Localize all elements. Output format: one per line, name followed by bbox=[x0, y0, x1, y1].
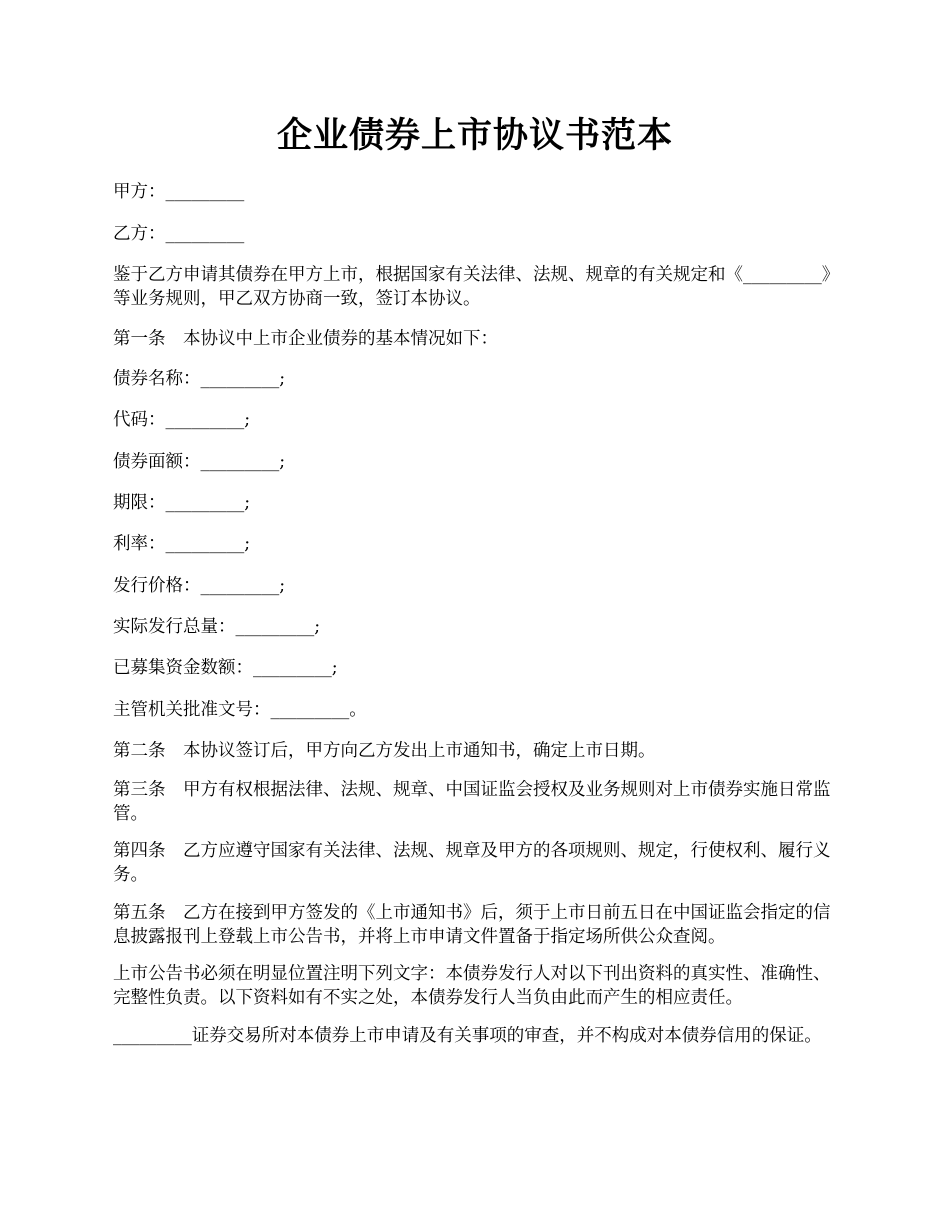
party-b-line: 乙方：_________ bbox=[113, 224, 245, 244]
party-a-line: 甲方：_________ bbox=[113, 182, 245, 202]
article-1-heading: 第一条 本协议中上市企业债券的基本情况如下： bbox=[113, 329, 498, 349]
article-4-paragraph: 第四条 乙方应遵守国家有关法律、法规、规章及甲方的各项规则、规定，行使权利、履行义务。 bbox=[113, 841, 831, 885]
announcement-requirement-paragraph: 上市公告书必须在明显位置注明下列文字：本债券发行人对以下刊出资料的真实性、准确性、完整性负责。以下资料如有不实之处，本债券发行人当负由此而产生的相应责任。 bbox=[113, 964, 831, 1008]
raised-funds-line: 已募集资金数额：_________; bbox=[113, 658, 338, 678]
preamble-paragraph: 鉴于乙方申请其债券在甲方上市，根据国家有关法律、法规、规章的有关规定和《_________》等业务规则，甲乙双方协商一致，签订本协议。 bbox=[113, 265, 840, 309]
bond-name-line: 债券名称：_________; bbox=[113, 369, 286, 389]
bond-term-line: 期限：_________; bbox=[113, 493, 251, 513]
interest-rate-line: 利率：_________; bbox=[113, 534, 251, 554]
document-title: 企业债券上市协议书范本 bbox=[276, 115, 673, 156]
issue-price-line: 发行价格：_________; bbox=[113, 576, 286, 596]
article-3-paragraph: 第三条 甲方有权根据法律、法规、规章、中国证监会授权及业务规则对上市债券实施日常监管。 bbox=[113, 780, 831, 824]
total-issued-line: 实际发行总量：_________; bbox=[113, 617, 321, 637]
bond-face-value-line: 债券面额：_________; bbox=[113, 452, 286, 472]
bond-code-line: 代码：_________; bbox=[113, 410, 251, 430]
article-2-paragraph: 第二条 本协议签订后，甲方向乙方发出上市通知书，确定上市日期。 bbox=[113, 741, 656, 761]
exchange-disclaimer-paragraph: _________证券交易所对本债券上市申请及有关事项的审查，并不构成对本债券信用的保证。 bbox=[113, 1026, 822, 1046]
article-5-paragraph: 第五条 乙方在接到甲方签发的《上市通知书》后，须于上市日前五日在中国证监会指定的信息披露报刊上登载上市公告书，并将上市申请文件置备于指定场所供公众查阅。 bbox=[113, 903, 831, 947]
approval-number-line: 主管机关批准文号：_________。 bbox=[113, 700, 367, 720]
